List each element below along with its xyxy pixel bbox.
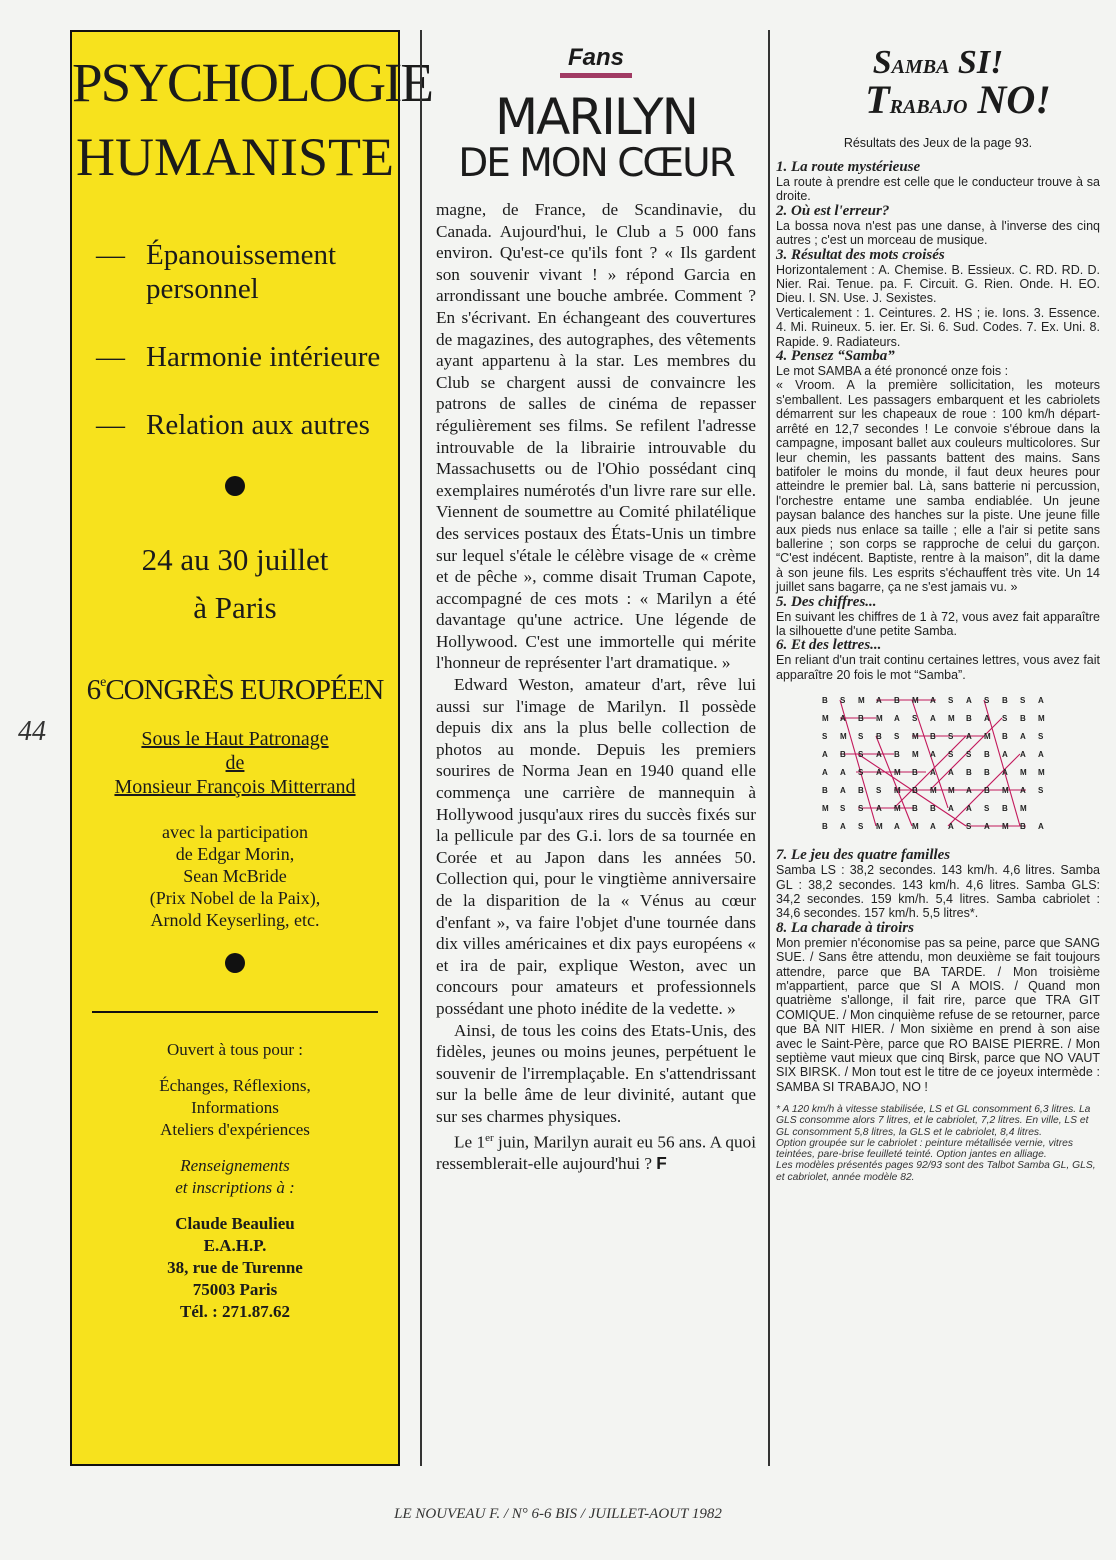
- result-text: Verticalement : 1. Ceintures. 2. HS ; ie. Ions. 3. Essence. 4. Mi. Ruineux. 5. ier. Er. Si. 6. Sud. Codes. 7. Ex. Uni. 8. Rapide. 9. Radiateurs.: [776, 305, 1100, 349]
- grid-letter: A: [1038, 750, 1044, 760]
- grid-letter: S: [822, 732, 828, 742]
- grid-letter: B: [984, 768, 990, 778]
- grid-letter: B: [966, 714, 972, 724]
- grid-letter: B: [858, 714, 864, 724]
- grid-letter: M: [1002, 786, 1009, 796]
- grid-letter: A: [930, 714, 936, 724]
- ad-box-activities: Échanges, Réflexions, Informations Ateliers d'expériences: [159, 1076, 311, 1139]
- result-heading: 8. La charade à tiroirs: [776, 919, 914, 936]
- grid-letter: M: [912, 732, 919, 742]
- end-mark: F: [656, 1152, 667, 1173]
- result-text: En reliant d'un trait continu certaines lettres, vous avez fait apparaître 20 fois le mot “Samba”.: [776, 653, 1100, 682]
- grid-letter: B: [822, 696, 828, 706]
- result-heading: 4. Pensez “Samba”: [776, 348, 895, 365]
- grid-letter: B: [840, 750, 846, 760]
- grid-letter: S: [966, 750, 972, 760]
- grid-letter: B: [1002, 732, 1008, 742]
- ad-participation: avec la participation de Edgar Morin, Sean McBride (Prix Nobel de la Paix), Arnold Keyserling, etc.: [149, 822, 321, 930]
- grid-letter: M: [822, 714, 829, 724]
- grid-letter: S: [858, 822, 864, 832]
- grid-letter: M: [1020, 768, 1027, 778]
- grid-letter: B: [912, 768, 918, 778]
- grid-letter: A: [1002, 768, 1008, 778]
- grid-letter: M: [1020, 804, 1027, 814]
- grid-letter: A: [966, 696, 972, 706]
- grid-letter: A: [840, 714, 846, 724]
- result-heading: 1. La route mystérieuse: [776, 159, 921, 175]
- grid-letter: A: [930, 822, 936, 832]
- grid-letter: A: [966, 732, 972, 742]
- ad-topic: — Épanouissement personnel: [96, 239, 337, 305]
- grid-letter: B: [1002, 804, 1008, 814]
- ad-congres: 6eCONGRÈS EUROPÉEN: [86, 674, 384, 706]
- grid-letter: A: [948, 822, 954, 832]
- grid-letter: B: [1002, 696, 1008, 706]
- grid-letter: A: [930, 696, 936, 706]
- grid-letter: B: [930, 732, 936, 742]
- grid-letter: A: [1002, 750, 1008, 760]
- grid-letter: S: [840, 804, 846, 814]
- result-text: Samba LS : 38,2 secondes. 143 km/h. 4,6 litres. Samba GL : 38,2 secondes. 143 km/h. 4,6 litres. Samba GLS: 34,2 secondes. 159 km/h. 5,4 litres. Samba cabriolet : 34,6 secondes. 157 km/h. 5,5 litres*.: [776, 863, 1100, 921]
- grid-letter: A: [876, 750, 882, 760]
- grid-letter: A: [876, 696, 882, 706]
- grid-letter: A: [840, 786, 846, 796]
- grid-letter: A: [984, 822, 990, 832]
- grid-letter: A: [840, 822, 846, 832]
- ad-title-line1: PSYCHOLOGIE: [72, 52, 432, 113]
- article-column: [420, 30, 770, 1466]
- article-paragraph: magne, de France, de Scandinavie, du Canada. Aujourd'hui, le Club a 5 000 fans environ. Qu'est-ce qu'ils font ? « Ils gardent son souvenir vivant ! » répond Garcia en arrondissant une bouche ambrée. Comment ? En s'écrivant. En échangeant des couvertures de magazines, des autographes, des vêtements ayant appartenu à la star. Les membres du Club se chargent aussi de convaincre les patrons de salles de cinéma de repasser régulièrement ses films. Se refilent l'adresse introuvable de la librairie introuvable du Massachusetts ou de l'Ohio possédant cinq exemplaires numérotés d'un livre rare sur elle. Viennent de soumettre au Comité philatélique des services postaux des États-Unis un timbre sur lequel s'étale le célèbre visage de « crème et de pêche », comme disait Truman Capote, accompagné de ces mots : « Marilyn a été davantage qu'une actrice. Une légende de Hollywood. C'est une immortelle qui mérite l'honneur de représenter l'art dramatique. »: [436, 200, 756, 673]
- grid-letter: S: [948, 696, 954, 706]
- grid-letter: S: [966, 822, 972, 832]
- article-title: MARILYN DE MON CŒUR: [458, 88, 734, 186]
- ad-topic: — Relation aux autres: [96, 409, 370, 441]
- grid-letter: B: [822, 786, 828, 796]
- grid-letter: S: [984, 696, 990, 706]
- grid-letter: A: [840, 768, 846, 778]
- ad-box-inscription: Renseignements et inscriptions à :: [175, 1156, 295, 1197]
- result-text: Mon premier n'économise pas sa peine, parce que SANG SUE. / Sans être attendu, mon deuxième se fait toujours attendre, parce que BA TARDE. / Mon troisième m'appartient, parce que SI A MOIS. / Quand mon quatrième s'allonge, il fait rire, parce que TRA GIT COMIQUE. / Mon cinquième refuse de se retourner, parce que BA NIT HIER. / Mon sixième en prend à son aise avec le Saint-Père, parce que RO BAISE PIERRE. / Mon septième vaut mieux que cinq Birsk, parce que NO VAUT SIX BIRSK. / Mon tout est le titre de ce joyeux intermède : SAMBA SI TRABAJO, NO !: [776, 935, 1100, 1094]
- result-text: La bossa nova n'est pas une danse, à l'inverse des cinq autres ; c'est un morceau de musique.: [776, 218, 1100, 248]
- grid-letter: A: [930, 768, 936, 778]
- grid-letter: A: [930, 750, 936, 760]
- grid-letter: M: [912, 822, 919, 832]
- grid-letter: M: [876, 714, 883, 724]
- grid-letter: M: [948, 786, 955, 796]
- grid-letter: S: [948, 732, 954, 742]
- grid-letter: A: [822, 750, 828, 760]
- grid-letter: A: [966, 804, 972, 814]
- grid-letter: A: [876, 768, 882, 778]
- grid-letter: B: [1020, 714, 1026, 724]
- page-number: 44: [18, 716, 46, 747]
- grid-letter: M: [912, 750, 919, 760]
- games-results-column: [776, 30, 1100, 1466]
- grid-letter: A: [894, 714, 900, 724]
- ad-topic: — Harmonie intérieure: [96, 341, 381, 373]
- result-heading: 3. Résultat des mots croisés: [776, 246, 945, 263]
- grid-letter: B: [930, 804, 936, 814]
- grid-letter: M: [912, 696, 919, 706]
- grid-letter: M: [894, 768, 901, 778]
- grid-letter: M: [1038, 768, 1045, 778]
- grid-letter: B: [894, 750, 900, 760]
- grid-letter: S: [858, 768, 864, 778]
- grid-letter: B: [1020, 822, 1026, 832]
- result-text: En suivant les chiffres de 1 à 72, vous avez fait apparaître la silhouette d'une petite Samba.: [776, 609, 1100, 638]
- grid-letter: S: [912, 714, 918, 724]
- grid-letter: A: [1020, 750, 1026, 760]
- ad-date: 24 au 30 juillet à Paris: [141, 542, 329, 625]
- article-paragraph: Edward Weston, amateur d'art, rêve lui aussi sur l'image de Marilyn. Il possède depuis dix ans la plus belle collection de photos au monde. Depuis les premiers sourires de Norma Jean en 1940 quand elle commença une carrière de mannequin à Hollywood jusqu'aux rires du succès fixés sur la pellicule par des G.i. lors de sa tournée en Corée et au Japon dans les années 50. Collection qui, pour le vingtième anniversaire de la disparition de la « Vénus au cœur d'enfant », va faire l'objet d'une tournée dans dix villes américaines et dix pays européens « et ira de pair, explique Weston, avec un concours pour amateurs et professionnels possédant une photo inédite de la vedette. »: [436, 675, 756, 1018]
- grid-letter: S: [948, 750, 954, 760]
- result-heading: 2. Où est l'erreur?: [776, 202, 890, 219]
- grid-letter: A: [966, 786, 972, 796]
- result-heading: 6. Et des lettres...: [776, 637, 882, 654]
- grid-letter: B: [966, 768, 972, 778]
- grid-letter: M: [1038, 714, 1045, 724]
- grid-letter: M: [894, 786, 901, 796]
- results-intro: Résultats des Jeux de la page 93.: [843, 136, 1033, 150]
- grid-letter: S: [858, 804, 864, 814]
- ad-box-contact: Claude Beaulieu E.A.H.P. 38, rue de Turenne 75003 Paris Tél. : 271.87.62: [167, 1214, 303, 1321]
- result-text: « Vroom. A la première sollicitation, les moteurs s'emballent. Les passagers embarquent et les cabriolets démarrent sur les chapeaux de roue : 100 km/h départ-arrêté en 12,7 secondes ! Le convoie s'ébroue dans la campagne, imposant ballet aux couleurs multicolores. Sur leur chemin, les passants battent des mains. Sans batifoler le moins du monde, il faut deux heures pour atteindre le premier bal. Là, sans batterie ni percussion, l'orchestre entame une samba endiablée. Un jeune paysan balance des hanches sur la piste. Une jeune fille aux pieds nus enlace sa taille ; elle a l'air si petite sans ballerine ; son corps se rapproche de celui du garçon. “C'est indécent. Baptiste, rentre à la maison”, dit la dame à son jeune fils. Les esprits s'échauffent très vite. Un 14 juillet sans bagarre, ça ne s'est jamais vu. »: [776, 378, 1100, 595]
- grid-letter: M: [858, 696, 865, 706]
- grid-letter: A: [984, 714, 990, 724]
- ad-info-box: [92, 1011, 378, 1323]
- grid-letter: A: [894, 822, 900, 832]
- grid-letter: A: [1038, 696, 1044, 706]
- grid-letter: B: [822, 822, 828, 832]
- grid-letter: A: [1020, 786, 1026, 796]
- grid-letter: S: [1002, 714, 1008, 724]
- samba-title: SAMBA SI! TRABAJO NO!: [865, 44, 1051, 122]
- grid-letter: B: [858, 786, 864, 796]
- grid-letter: A: [1020, 732, 1026, 742]
- result-heading: 5. Des chiffres...: [776, 593, 877, 610]
- article-rubrique: Fans: [436, 44, 756, 72]
- ad-title: [72, 52, 432, 187]
- letter-grid-puzzle: [816, 690, 1056, 840]
- grid-letter: M: [840, 732, 847, 742]
- grid-letter: A: [948, 804, 954, 814]
- grid-letter: B: [894, 696, 900, 706]
- grid-letter: S: [858, 732, 864, 742]
- grid-letter: B: [984, 750, 990, 760]
- grid-letter: M: [1002, 822, 1009, 832]
- grid-letter: S: [876, 786, 882, 796]
- grid-letter: A: [876, 804, 882, 814]
- bullet-dot: [225, 953, 245, 973]
- advertisement: [70, 30, 432, 1466]
- grid-letter: S: [984, 804, 990, 814]
- footnotes: * A 120 km/h à vitesse stabilisée, LS et GL consomment 6,3 litres. La GLS consomme alors 7 litres, et le cabriolet, 7,2 litres. En ville, LS et GL consomment 5,8 litres, la GLS et le cabriolet, 8,4 litres. Option groupée sur le cabriolet : peinture métallisée vernie, vitres teintées, pare-brise feuilleté teinté. Option jantes en alliage. Les modèles présentés pages 92/93 sont des Talbot Samba GL, GLS, et cabriolet, année modèle 82.: [776, 1104, 1096, 1183]
- page-footer: LE NOUVEAU F. / N° 6-6 BIS / JUILLET-AOUT 1982: [394, 1506, 722, 1522]
- result-text: Le mot SAMBA a été prononcé onze fois :: [776, 364, 1009, 379]
- grid-letter: M: [876, 822, 883, 832]
- grid-letter: S: [840, 696, 846, 706]
- article-body: [436, 199, 756, 1174]
- grid-letter: A: [1038, 822, 1044, 832]
- grid-letter: S: [894, 732, 900, 742]
- ad-topics: [96, 238, 398, 442]
- result-text: Horizontalement : A. Chemise. B. Essieux. C. RD. RD. D. Nier. Rai. Tenue. pa. F. Circuit. G. Rien. Onde. H. EO. Dieu. I. SN. Use. J. Sexistes.: [776, 262, 1100, 306]
- ad-box-intro: Ouvert à tous pour :: [167, 1040, 303, 1059]
- grid-letter: B: [984, 786, 990, 796]
- grid-letter: M: [930, 786, 937, 796]
- result-text: La route à prendre est celle que le conducteur trouve à sa droite.: [776, 175, 1100, 204]
- grid-letter: S: [1038, 732, 1044, 742]
- results-list: [776, 160, 1100, 1094]
- grid-letter: M: [984, 732, 991, 742]
- article-paragraph: Ainsi, de tous les coins des Etats-Unis, des fidèles, jeunes ou moins jeunes, perpétuent le souvenir de l'irremplaçable. En s'attendrissant sur la belle âme de leur divinité, autant que sur ses charmes physiques.: [436, 1020, 756, 1126]
- grid-letter: S: [1020, 696, 1026, 706]
- grid-letter: B: [912, 786, 918, 796]
- grid-letter: A: [948, 768, 954, 778]
- bullet-dot: [225, 476, 245, 496]
- ad-patronage: Sous le Haut Patronage de Monsieur François Mitterrand: [114, 728, 356, 798]
- grid-letter: M: [894, 804, 901, 814]
- grid-letter: S: [858, 750, 864, 760]
- grid-letter: B: [876, 732, 882, 742]
- grid-letter: B: [912, 804, 918, 814]
- grid-letter: A: [822, 768, 828, 778]
- result-heading: 7. Le jeu des quatre familles: [776, 847, 951, 864]
- ad-title-line2: HUMANISTE: [76, 127, 394, 187]
- grid-letter: S: [1038, 786, 1044, 796]
- grid-letter: M: [822, 804, 829, 814]
- article-paragraph: Le 1er juin, Marilyn aurait eu 56 ans. A quoi ressemblerait-elle aujourd'hui ? F: [436, 1131, 756, 1173]
- grid-letter: M: [948, 714, 955, 724]
